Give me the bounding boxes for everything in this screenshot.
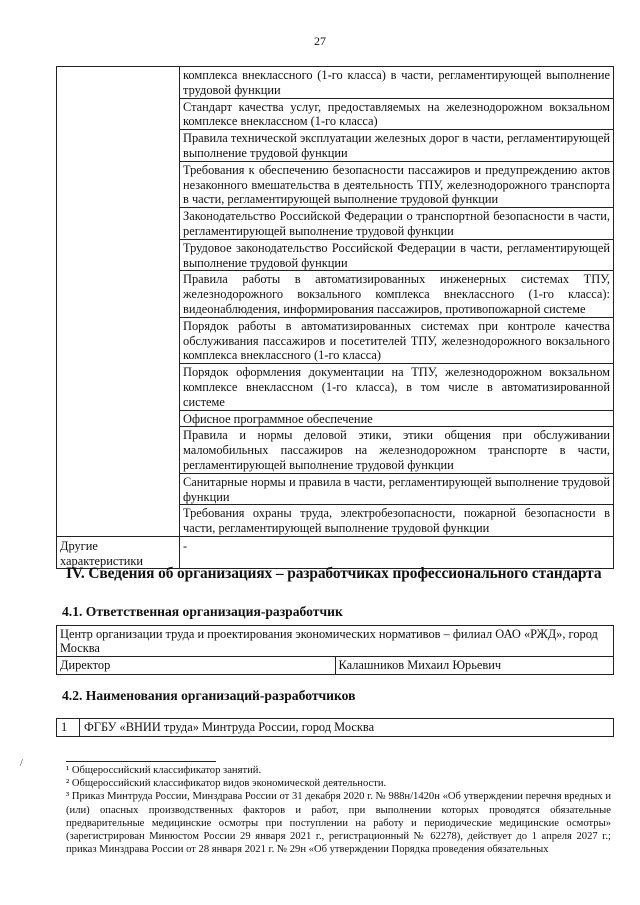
knowledge-item: Законодательство Российской Федерации о транспортной безопасности в части, регламентирующей выполнение трудовой функции: [180, 208, 614, 240]
responsible-org-table: [56, 625, 614, 675]
knowledge-item: Правила и нормы деловой этики, этики общения при обслуживании маломобильных пассажиров на железнодорожном транспорте в части, регламентирующей выполнение трудовой функции: [180, 427, 614, 473]
knowledge-item: Порядок оформления документации на ТПУ, железнодорожном вокзальном комплексе внеклассном (1-го класса), в том числе в автоматизированной системе: [180, 364, 614, 410]
other-characteristics-label: Другие характеристики: [57, 536, 180, 568]
dev-org-name: ФГБУ «ВНИИ труда» Минтруда России, город Москва: [80, 719, 614, 737]
dev-org-number: 1: [57, 719, 80, 737]
knowledge-item: Трудовое законодательство Российской Федерации в части, регламентирующей выполнение трудовой функции: [180, 239, 614, 271]
knowledge-item: Офисное программное обеспечение: [180, 410, 614, 427]
knowledge-item: Требования охраны труда, электробезопасности, пожарной безопасности в части, регламентирующей выполнение трудовой функции: [180, 505, 614, 537]
knowledge-item: Порядок работы в автоматизированных системах при контроле качества обслуживания пассажиров и посетителей ТПУ, железнодорожного вокзального комплекса внеклассного (1-го класса): [180, 317, 614, 363]
footnotes: [66, 764, 611, 856]
knowledge-item: Правила работы в автоматизированных инженерных системах ТПУ, железнодорожного вокзального комплекса внеклассного (1-го класса): видеонаблюдения, информирования пассажиров, противопожарной системе: [180, 271, 614, 317]
table-row: [57, 67, 614, 99]
footnote-divider: [66, 761, 216, 762]
table-row: [57, 536, 614, 568]
other-characteristics-value: -: [180, 536, 614, 568]
knowledge-item: комплекса внеклассного (1-го класса) в части, регламентирующей выполнение трудовой функции: [180, 67, 614, 99]
knowledge-item: Требования к обеспечению безопасности пассажиров и предупреждению актов незаконного вмешательства в деятельность ТПУ, железнодорожного транспорта в части, регламентирующей выполнение трудовой функции: [180, 161, 614, 207]
knowledge-item: Стандарт качества услуг, предоставляемых на железнодорожном вокзальном комплексе внеклассном (1-го класса): [180, 98, 614, 130]
subsection-title-dev-orgs: 4.2. Наименования организаций-разработчиков: [62, 688, 356, 703]
knowledge-table: [56, 66, 614, 569]
margin-mark: /: [20, 758, 23, 769]
knowledge-label-cell: [57, 67, 180, 537]
subsection-title-responsible-org: 4.1. Ответственная организация-разработчик: [62, 604, 343, 619]
knowledge-item: Санитарные нормы и правила в части, регламентирующей выполнение трудовой функции: [180, 473, 614, 505]
page-number: 27: [314, 34, 326, 48]
section-title: IV. Сведения об организациях – разработчиках профессионального стандарта: [66, 565, 602, 582]
knowledge-item: Правила технической эксплуатации железных дорог в части, регламентирующей выполнение трудовой функции: [180, 130, 614, 162]
footnote-3: ³ Приказ Минтруда России, Минздрава России от 31 декабря 2020 г. № 988н/1420н «Об утверждении перечня вредных и (или) опасных производственных факторов и работ, при выполнении которых проводятся обязательные предварительные медицинские осмотры при поступлении на работу и периодические медицинские осмотры» (зарегистрирован Минюстом России 29 января 2021 г., регистрационный № 62278), действует до 1 апреля 2027 г.; приказ Минздрава России от 28 января 2021 г. № 29н «Об утверждении Порядка проведения обязательных: [66, 791, 611, 856]
director-label-cell: Директор: [57, 657, 336, 674]
footnote-2: ² Общероссийский классификатор видов экономической деятельности.: [66, 778, 387, 790]
table-row: [57, 719, 614, 737]
dev-orgs-table: [56, 718, 614, 737]
org-name-cell: Центр организации труда и проектирования экономических нормативов – филиал ОАО «РЖД», город Москва: [57, 626, 614, 657]
director-name-cell: Калашников Михаил Юрьевич: [335, 657, 614, 674]
footnote-1: ¹ Общероссийский классификатор занятий.: [66, 765, 262, 776]
